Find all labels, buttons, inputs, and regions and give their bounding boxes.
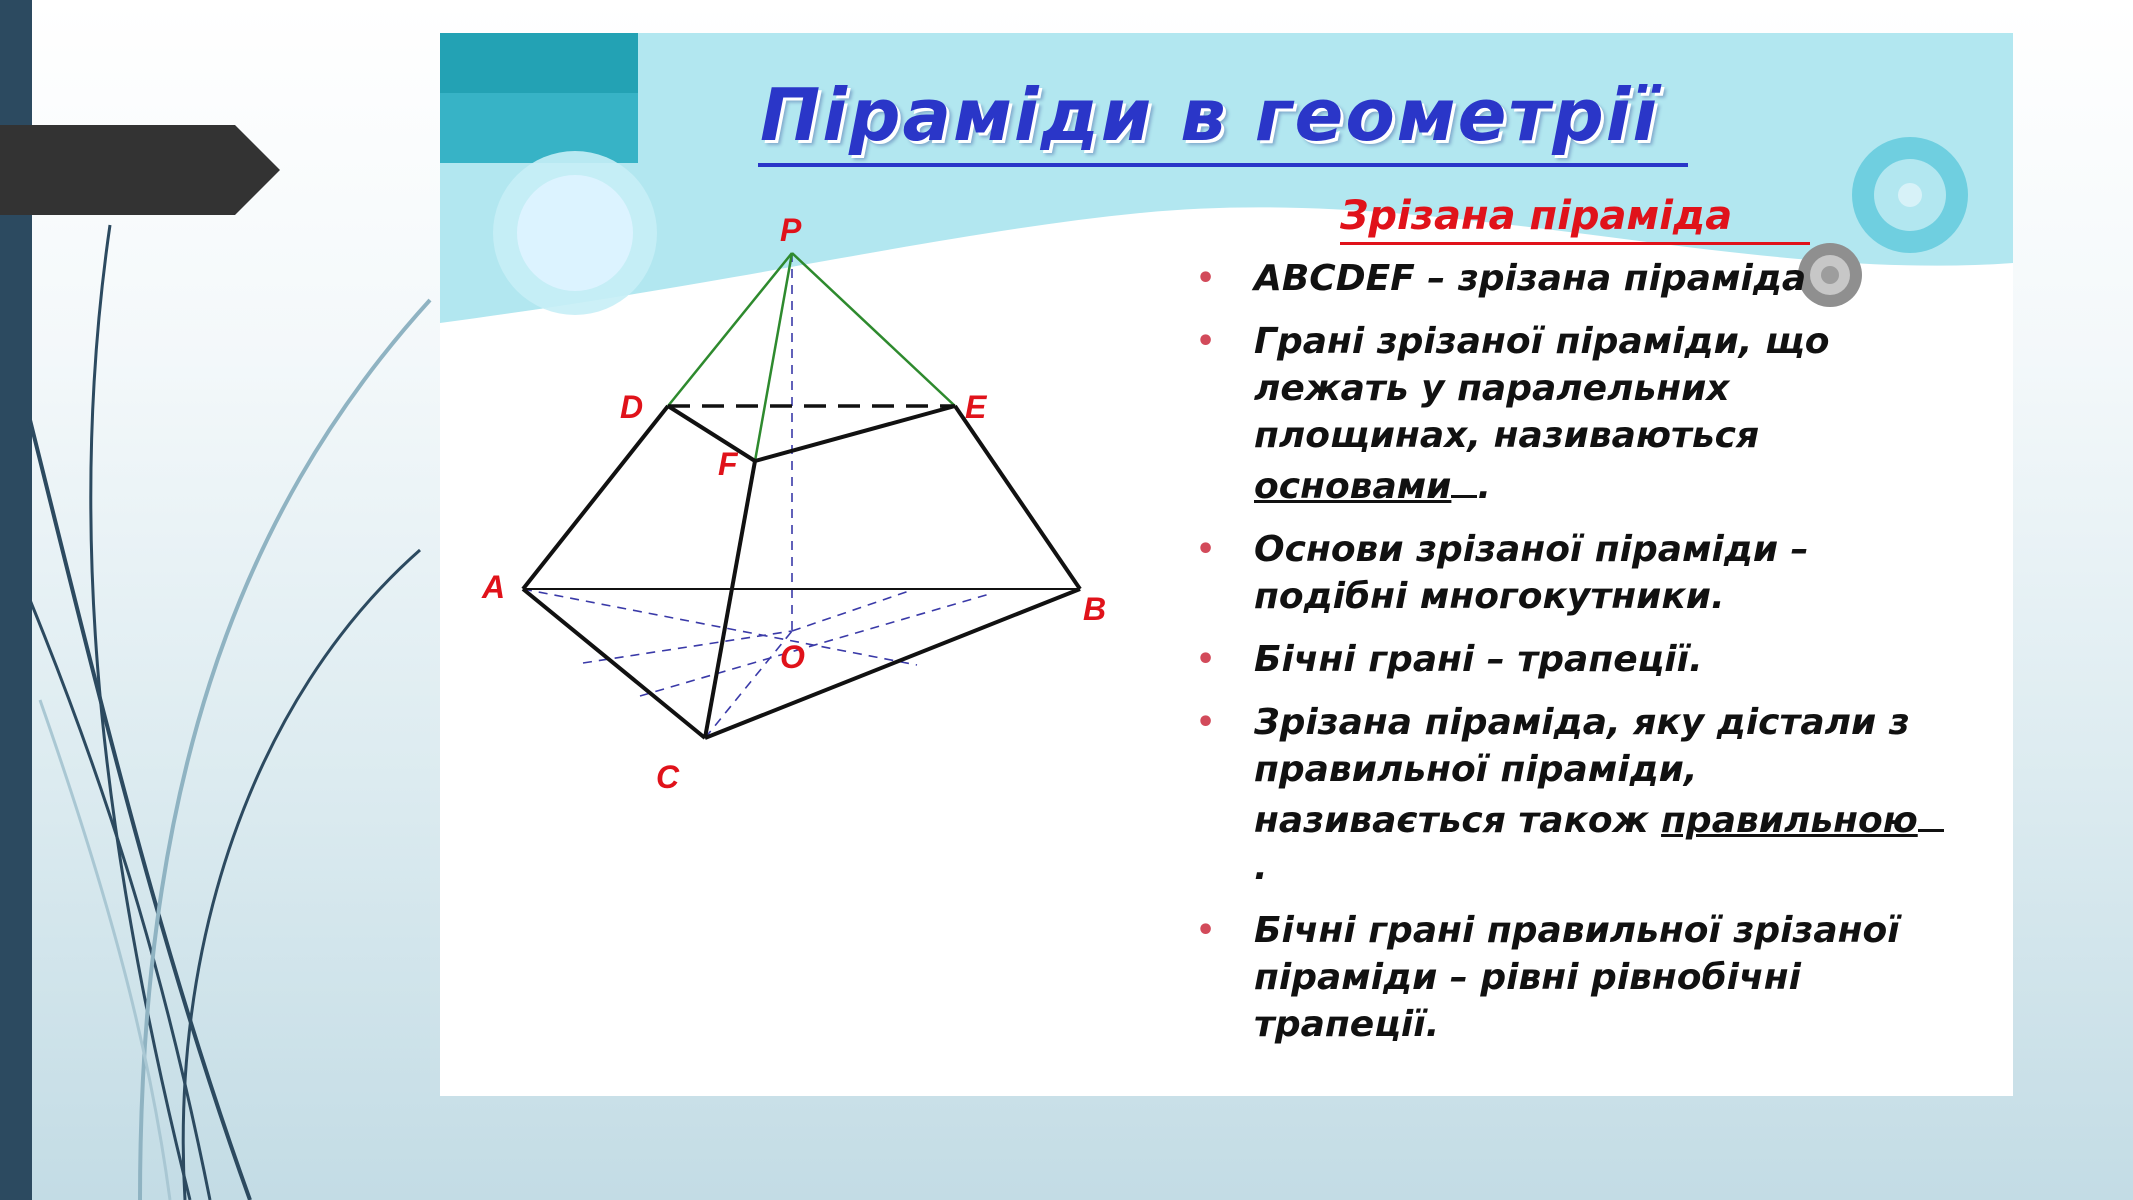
label-o: O — [780, 639, 805, 675]
bullet-text: Зрізана піраміда, яку дістали з правильної піраміди, називається також — [1254, 702, 1910, 841]
list-item — [1188, 699, 1948, 891]
section-subtitle: Зрізана піраміда — [1340, 193, 1733, 239]
bullet-text: Грані зрізаної піраміди, що лежать у паралельних площинах, називаються — [1254, 321, 1830, 456]
list-item — [1188, 318, 1948, 510]
label-d: D — [620, 389, 644, 425]
bullet-icon: • — [1196, 642, 1216, 677]
bullet-term: правильною — [1661, 800, 1918, 841]
visible-edges — [523, 406, 1080, 738]
bullet-icon: • — [1196, 532, 1216, 567]
bullet-text: Бічні грані правильної зрізаної піраміди – рівні рівнобічні трапеції. — [1254, 910, 1900, 1045]
bullet-text: Бічні грані – трапеції. — [1254, 639, 1703, 680]
subtitle-underline — [1340, 242, 1810, 245]
title-underline — [758, 163, 1688, 167]
bullet-icon: • — [1196, 261, 1216, 296]
slide-image — [440, 33, 2013, 1096]
truncated-pyramid-diagram — [440, 193, 1140, 833]
term-blank — [1451, 459, 1477, 498]
bullet-end: . — [1254, 847, 1268, 888]
slide-title: Піраміди в геометрії — [760, 73, 1660, 157]
list-item — [1188, 636, 1948, 683]
label-p: P — [780, 212, 802, 248]
bullet-text: ABCDEF – зрізана піраміда — [1254, 258, 1807, 299]
label-f: F — [718, 446, 738, 482]
term-blank — [1918, 793, 1944, 832]
hidden-edges — [523, 253, 993, 738]
label-a: A — [482, 569, 506, 605]
bullet-text: Основи зрізаної піраміди – подібні многокутники. — [1254, 529, 1809, 617]
label-b: B — [1083, 591, 1107, 627]
label-c: C — [656, 759, 680, 795]
list-item — [1188, 526, 1948, 620]
bullet-icon: • — [1196, 913, 1216, 948]
list-item — [1188, 255, 1948, 302]
apex-edges — [668, 253, 955, 461]
list-item — [1188, 907, 1948, 1048]
bullet-term: основами — [1254, 466, 1452, 507]
bullet-icon: • — [1196, 705, 1216, 740]
bullet-end: . — [1477, 466, 1492, 507]
label-e: E — [965, 389, 987, 425]
bullet-icon: • — [1196, 324, 1216, 359]
arrow-tab — [0, 125, 280, 215]
definition-list — [1188, 255, 1948, 1064]
